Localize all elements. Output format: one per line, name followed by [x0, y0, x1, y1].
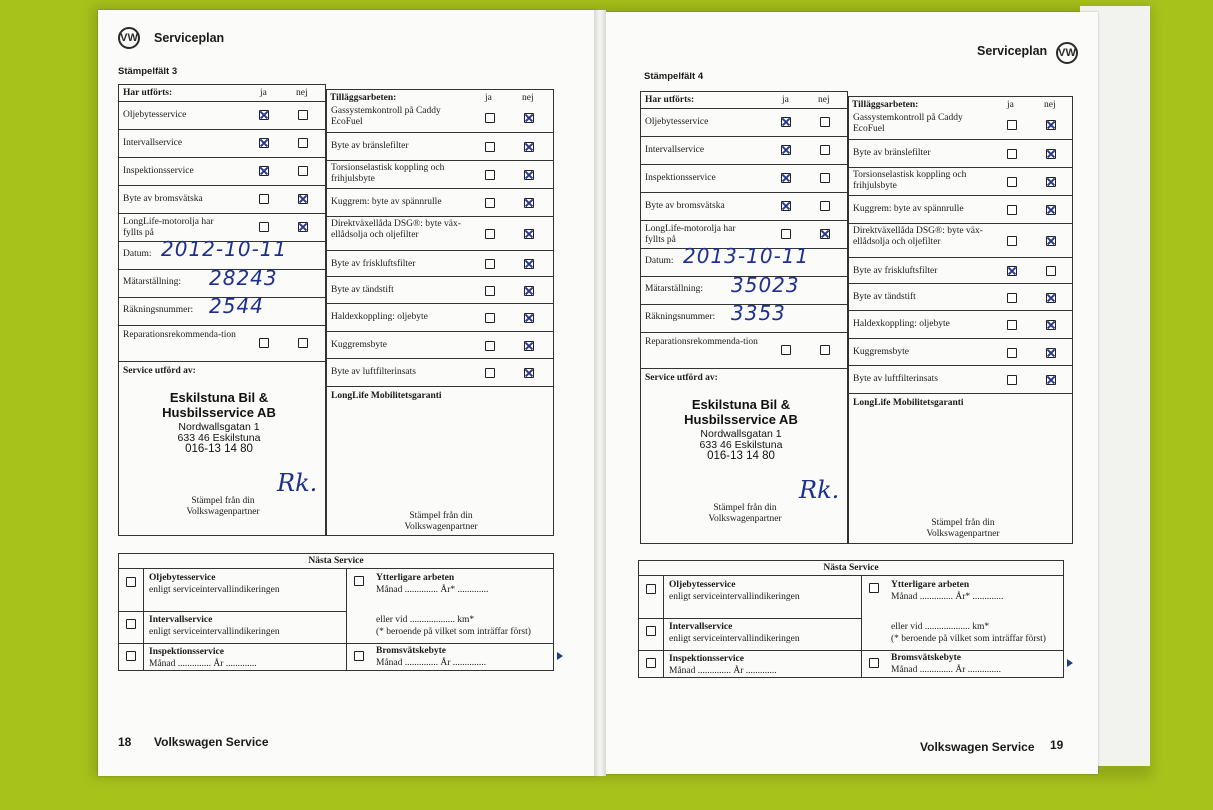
extra-work-label: Byte av bränslefilter	[331, 141, 409, 151]
checkbox[interactable]	[485, 259, 495, 269]
checkbox[interactable]	[820, 117, 830, 127]
divider	[143, 611, 144, 643]
extra-work-row	[849, 195, 1072, 223]
checkbox[interactable]	[126, 577, 136, 587]
extra-work-label: Byte av bränslefilter	[853, 148, 931, 158]
divider	[119, 611, 346, 612]
extra-work-row	[849, 310, 1072, 338]
extra-work-row	[327, 358, 553, 386]
checkbox-checked[interactable]	[1046, 177, 1056, 187]
divider	[119, 643, 346, 644]
checkbox[interactable]	[485, 341, 495, 351]
repair-row	[119, 325, 325, 361]
service-row	[641, 192, 847, 220]
checkbox-checked[interactable]	[524, 368, 534, 378]
vw-logo-icon: VW	[118, 27, 140, 49]
checkbox-checked[interactable]	[524, 142, 534, 152]
checkbox-checked[interactable]	[781, 173, 791, 183]
extra-work-row	[327, 132, 553, 160]
extra-work-label: Kuggrem: byte av spännrulle	[853, 204, 964, 214]
divider	[639, 618, 861, 619]
next-item-sub: Månad .............. År ..............	[376, 658, 487, 668]
extra-work-label: Byte av tändstift	[331, 285, 394, 295]
service-label: Inspektionsservice	[123, 166, 194, 176]
checkbox[interactable]	[820, 173, 830, 183]
col-header-no: nej	[296, 88, 308, 98]
matar-label: Mätarställning:	[123, 277, 182, 287]
checkbox-checked[interactable]	[524, 341, 534, 351]
checkbox[interactable]	[869, 658, 879, 668]
extra-work-row	[327, 104, 553, 132]
checkbox-checked[interactable]	[524, 286, 534, 296]
longlife-row	[849, 393, 1072, 543]
serviced-by-label: Service utförd av:	[123, 366, 196, 376]
checkbox[interactable]	[781, 345, 791, 355]
divider	[119, 568, 553, 569]
divider	[663, 618, 664, 650]
stamp-caption: Stämpel från din Volkswagenpartner	[926, 518, 1000, 539]
extra-work-label: Kuggremsbyte	[853, 347, 909, 357]
next-item-sub: Månad .............. År .............	[149, 659, 257, 669]
longlife-label: LongLife Mobilitetsgaranti	[853, 398, 964, 408]
checkbox[interactable]	[259, 194, 269, 204]
col-header-no: nej	[522, 93, 534, 103]
checkbox[interactable]	[1007, 293, 1017, 303]
page-number: 19	[1050, 738, 1064, 752]
detail-row	[641, 273, 847, 304]
divider	[663, 576, 664, 619]
checkbox[interactable]	[485, 170, 495, 180]
detail-row	[119, 294, 325, 325]
extra-work-table	[326, 89, 554, 536]
rakn-value: 3353	[731, 301, 786, 325]
extra-work-row	[327, 331, 553, 358]
next-page-arrow-icon	[1067, 659, 1073, 667]
divider	[663, 650, 664, 678]
service-row	[119, 157, 325, 185]
divider	[346, 643, 553, 644]
signature: Rk.	[277, 469, 318, 497]
extra-work-row	[849, 257, 1072, 283]
checkbox[interactable]	[485, 142, 495, 152]
checkbox[interactable]	[126, 651, 136, 661]
services-table	[640, 91, 848, 544]
extra-work-label: Byte av luftfilterinsats	[331, 367, 416, 377]
checkbox-checked[interactable]	[1046, 205, 1056, 215]
next-item-sub: (* beroende på vilket som inträffar först)	[376, 627, 531, 637]
matar-value: 28243	[209, 266, 278, 290]
extra-work-label: Haldexkoppling: oljebyte	[853, 319, 950, 329]
checkbox[interactable]	[1007, 120, 1017, 130]
stamp-caption: Stämpel från din Volkswagenpartner	[404, 511, 478, 532]
extra-work-label: Torsionselastisk koppling och frihjulsbyte	[853, 170, 967, 191]
extra-work-label: Gassystemkontroll på Caddy EcoFuel	[331, 106, 441, 127]
next-item-sub: Månad .............. År .............	[669, 666, 777, 676]
next-item-sub: (* beroende på vilket som inträffar först)	[891, 634, 1046, 644]
next-item-title: Oljebytesservice	[669, 580, 736, 590]
stamp-address: Nordwallsgatan 1	[700, 428, 782, 440]
checkbox[interactable]	[485, 198, 495, 208]
serviced-by-row	[119, 361, 325, 537]
checkbox-checked[interactable]	[524, 313, 534, 323]
stamp-address: Nordwallsgatan 1	[178, 421, 260, 433]
repair-label: Reparationsrekommenda-tion	[645, 337, 758, 347]
next-item-sub: enligt serviceintervallindikeringen	[149, 585, 280, 595]
checkbox[interactable]	[1007, 149, 1017, 159]
serviced-by-label: Service utförd av:	[645, 373, 718, 383]
next-item-sub: eller vid ................... km*	[376, 615, 475, 625]
next-item-title: Intervallservice	[669, 622, 733, 632]
checkbox[interactable]	[781, 229, 791, 239]
next-item-title: Inspektionsservice	[669, 654, 744, 664]
checkbox[interactable]	[485, 113, 495, 123]
col-header-no: nej	[818, 95, 830, 105]
checkbox-checked[interactable]	[1046, 149, 1056, 159]
checkbox[interactable]	[646, 658, 656, 668]
repair-label: Reparationsrekommenda-tion	[123, 330, 236, 340]
next-page-arrow-icon	[557, 652, 563, 660]
extra-work-row	[327, 160, 553, 188]
checkbox-checked[interactable]	[781, 201, 791, 211]
checkbox-checked[interactable]	[1046, 293, 1056, 303]
checkbox-checked[interactable]	[1046, 120, 1056, 130]
page-header: Serviceplan	[154, 31, 225, 45]
checkbox[interactable]	[820, 345, 830, 355]
checkbox[interactable]	[126, 619, 136, 629]
stamp-name: Eskilstuna Bil & Husbilsservice AB	[162, 390, 276, 420]
stamp-phone: 016-13 14 80	[185, 443, 253, 455]
service-label: LongLife-motorolja har fyllts på	[123, 217, 214, 238]
checkbox[interactable]	[646, 626, 656, 636]
divider	[346, 568, 347, 670]
checkbox[interactable]	[1007, 348, 1017, 358]
checkbox[interactable]	[820, 201, 830, 211]
checkbox[interactable]	[1007, 205, 1017, 215]
checkbox-checked[interactable]	[1007, 266, 1017, 276]
divider	[639, 575, 1063, 576]
checkbox[interactable]	[354, 576, 364, 586]
next-item-title: Ytterligare arbeten	[376, 573, 455, 583]
rakn-label: Räkningsnummer:	[123, 305, 194, 315]
rakn-value: 2544	[209, 294, 264, 318]
extra-work-label: Byte av luftfilterinsats	[853, 374, 938, 384]
serviced-by-row	[641, 368, 847, 544]
checkbox[interactable]	[1007, 375, 1017, 385]
next-item-title: Intervallservice	[149, 615, 213, 625]
datum-value: 2012-10-11	[161, 237, 288, 261]
service-label: Oljebytesservice	[645, 117, 709, 127]
col-header-extra: Tilläggsarbeten:	[852, 100, 919, 110]
checkbox-checked[interactable]	[298, 222, 308, 232]
repair-row	[641, 332, 847, 368]
checkbox-checked[interactable]	[524, 198, 534, 208]
divider	[861, 575, 862, 677]
dealer-stamp	[149, 390, 289, 455]
extra-work-label: Haldexkoppling: oljebyte	[331, 312, 428, 322]
col-header-yes: ja	[260, 88, 267, 98]
page-number: 18	[118, 735, 132, 749]
service-label: Byte av bromsvätska	[645, 201, 725, 211]
datum-label: Datum:	[645, 256, 674, 266]
divider	[639, 650, 861, 651]
stamp-caption: Stämpel från din Volkswagenpartner	[708, 503, 782, 524]
service-label: Byte av bromsvätska	[123, 194, 203, 204]
divider	[861, 650, 1063, 651]
detail-row	[119, 266, 325, 297]
extra-work-row	[327, 250, 553, 276]
vw-logo-icon: VW	[1056, 42, 1078, 64]
service-label: Intervallservice	[123, 138, 183, 148]
extra-work-row	[849, 167, 1072, 195]
extra-work-label: Byte av friskluftsfilter	[331, 259, 416, 269]
footer-title: Volkswagen Service	[920, 740, 1035, 754]
col-header-done: Har utförts:	[123, 88, 173, 98]
datum-value: 2013-10-11	[683, 244, 810, 268]
checkbox[interactable]	[1007, 320, 1017, 330]
checkbox[interactable]	[1007, 177, 1017, 187]
next-item-title: Oljebytesservice	[149, 573, 216, 583]
divider	[143, 643, 144, 671]
next-item-title: Bromsvätskebyte	[891, 653, 962, 663]
service-row	[641, 136, 847, 164]
checkbox[interactable]	[485, 368, 495, 378]
col-header-no: nej	[1044, 100, 1056, 110]
checkbox-checked[interactable]	[259, 110, 269, 120]
extra-work-row	[327, 303, 553, 331]
stamp-phone: 016-13 14 80	[707, 450, 775, 462]
checkbox[interactable]	[298, 166, 308, 176]
col-header-yes: ja	[1007, 100, 1014, 110]
datum-label: Datum:	[123, 249, 152, 259]
checkbox[interactable]	[259, 222, 269, 232]
stamp-city: 633 46 Eskilstuna	[699, 439, 783, 451]
service-row	[119, 129, 325, 157]
checkbox[interactable]	[646, 584, 656, 594]
checkbox[interactable]	[298, 138, 308, 148]
next-item-sub: Månad .............. År* .............	[891, 592, 1004, 602]
matar-value: 35023	[731, 273, 800, 297]
checkbox[interactable]	[820, 145, 830, 155]
detail-row	[119, 237, 325, 269]
longlife-label: LongLife Mobilitetsgaranti	[331, 391, 442, 401]
checkbox-checked[interactable]	[1046, 236, 1056, 246]
services-table	[118, 84, 326, 536]
detail-row	[641, 301, 847, 332]
next-item-sub: Månad .............. År ..............	[891, 665, 1002, 675]
checkbox-checked[interactable]	[1046, 320, 1056, 330]
extra-work-row	[327, 216, 553, 250]
extra-work-row	[849, 139, 1072, 167]
col-header-extra: Tilläggsarbeten:	[330, 93, 397, 103]
checkbox[interactable]	[1007, 236, 1017, 246]
extra-work-row	[327, 188, 553, 216]
booklet-spine	[594, 10, 606, 776]
extra-work-table	[848, 96, 1073, 544]
service-label: Oljebytesservice	[123, 110, 187, 120]
next-item-title: Inspektionsservice	[149, 647, 224, 657]
next-item-sub: enligt serviceintervallindikeringen	[669, 634, 800, 644]
next-item-sub: enligt serviceintervallindikeringen	[669, 592, 800, 602]
next-item-sub: eller vid ................... km*	[891, 622, 990, 632]
checkbox[interactable]	[354, 651, 364, 661]
stamp-caption: Stämpel från din Volkswagenpartner	[186, 496, 260, 517]
divider	[143, 569, 144, 612]
stamp-field-label: Stämpelfält 4	[644, 71, 704, 82]
service-label: LongLife-motorolja har fyllts på	[645, 224, 736, 245]
checkbox[interactable]	[485, 286, 495, 296]
next-service-title: Nästa Service	[308, 556, 364, 566]
page-left	[98, 10, 596, 776]
checkbox[interactable]	[298, 110, 308, 120]
extra-work-row	[849, 338, 1072, 365]
checkbox-checked[interactable]	[259, 166, 269, 176]
extra-work-label: Kuggrem: byte av spännrulle	[331, 197, 442, 207]
checkbox[interactable]	[1046, 266, 1056, 276]
extra-work-row	[327, 276, 553, 303]
stamp-city: 633 46 Eskilstuna	[177, 432, 261, 444]
service-row	[641, 164, 847, 192]
extra-work-row	[849, 223, 1072, 257]
col-header-done: Har utförts:	[645, 95, 695, 105]
checkbox-checked[interactable]	[524, 229, 534, 239]
next-item-sub: Månad .............. År* .............	[376, 585, 489, 595]
rakn-label: Räkningsnummer:	[645, 312, 716, 322]
checkbox-checked[interactable]	[1046, 375, 1056, 385]
longlife-row	[327, 386, 553, 536]
signature: Rk.	[799, 476, 840, 504]
page-right	[604, 12, 1098, 774]
stamp-field-label: Stämpelfält 3	[118, 66, 178, 77]
service-label: Inspektionsservice	[645, 173, 716, 183]
checkbox-checked[interactable]	[781, 117, 791, 127]
next-item-title: Ytterligare arbeten	[891, 580, 970, 590]
service-row	[119, 185, 325, 213]
service-row	[119, 101, 325, 129]
checkbox-checked[interactable]	[298, 194, 308, 204]
checkbox-checked[interactable]	[524, 170, 534, 180]
extra-work-label: Byte av friskluftsfilter	[853, 266, 938, 276]
col-header-yes: ja	[485, 93, 492, 103]
service-label: Intervallservice	[645, 145, 705, 155]
checkbox[interactable]	[485, 313, 495, 323]
next-item-sub: enligt serviceintervallindikeringen	[149, 627, 280, 637]
checkbox[interactable]	[485, 229, 495, 239]
footer-title: Volkswagen Service	[154, 735, 269, 749]
page-header: Serviceplan	[977, 44, 1048, 58]
checkbox-checked[interactable]	[781, 145, 791, 155]
next-item-title: Bromsvätskebyte	[376, 646, 447, 656]
checkbox[interactable]	[298, 338, 308, 348]
checkbox-checked[interactable]	[1046, 348, 1056, 358]
extra-work-label: Byte av tändstift	[853, 292, 916, 302]
extra-work-label: Direktväxellåda DSG®: byte väx-ellådsolja och oljefilter	[331, 219, 461, 240]
dealer-stamp	[671, 397, 811, 462]
stamp-name: Eskilstuna Bil & Husbilsservice AB	[684, 397, 798, 427]
checkbox[interactable]	[259, 338, 269, 348]
next-service-box	[638, 560, 1064, 678]
extra-work-label: Direktväxellåda DSG®: byte väx-ellådsolja och oljefilter	[853, 226, 983, 247]
next-service-title: Nästa Service	[823, 563, 879, 573]
extra-work-label: Torsionselastisk koppling och frihjulsbyte	[331, 163, 445, 184]
extra-work-row	[849, 365, 1072, 393]
next-service-box	[118, 553, 554, 671]
extra-work-label: Gassystemkontroll på Caddy EcoFuel	[853, 113, 963, 134]
extra-work-row	[849, 283, 1072, 310]
col-header-yes: ja	[782, 95, 789, 105]
detail-row	[641, 244, 847, 276]
checkbox-checked[interactable]	[820, 229, 830, 239]
extra-work-row	[849, 111, 1072, 139]
checkbox-checked[interactable]	[524, 259, 534, 269]
checkbox[interactable]	[869, 583, 879, 593]
checkbox-checked[interactable]	[524, 113, 534, 123]
matar-label: Mätarställning:	[645, 284, 704, 294]
checkbox-checked[interactable]	[259, 138, 269, 148]
service-row	[641, 108, 847, 136]
extra-work-label: Kuggremsbyte	[331, 340, 387, 350]
